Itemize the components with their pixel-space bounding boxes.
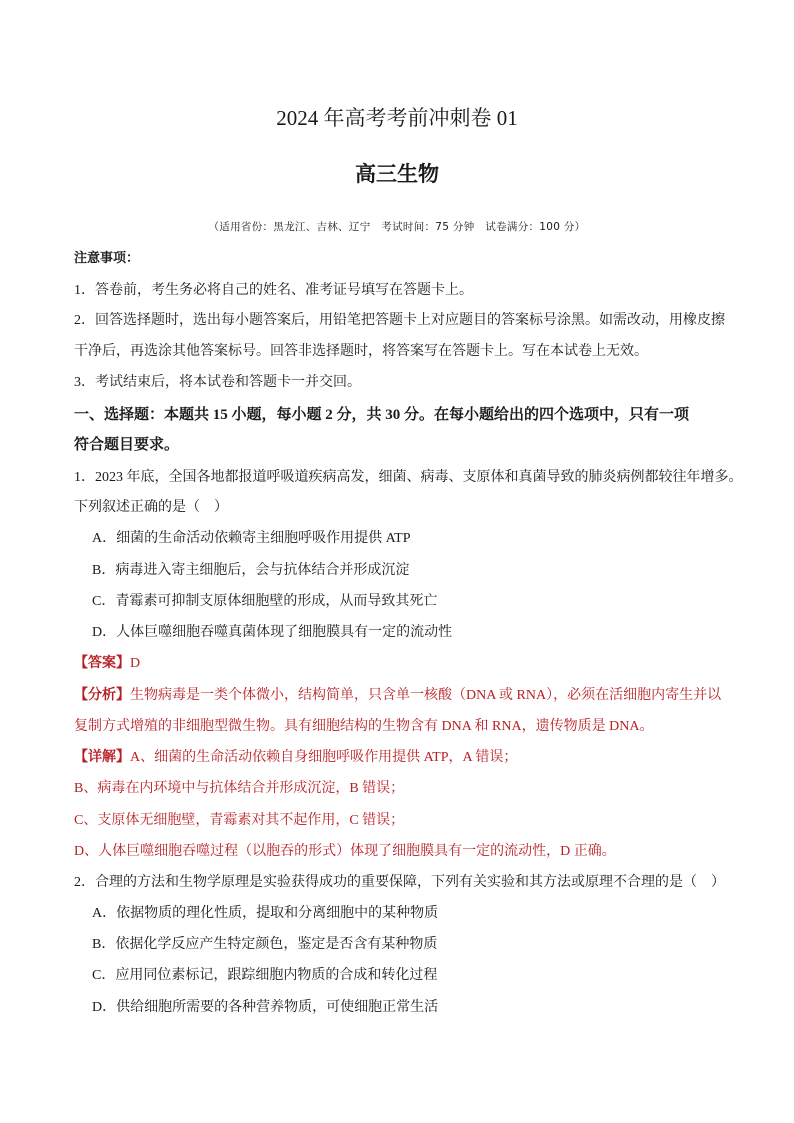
notice-item-2: 2．回答选择题时，选出每小题答案后，用铅笔把答题卡上对应题目的答案标号涂黑。如需改动，用橡皮擦 <box>74 313 725 328</box>
q1-option-c: C．青霉素可抑制支原体细胞壁的形成，从而导致其死亡 <box>92 594 438 609</box>
q1-detail-b: B、病毒在内环境中与抗体结合并形成沉淀，B 错误； <box>74 781 405 796</box>
section-heading-cont: 符合题目要求。 <box>74 437 180 453</box>
exam-title: 2024 年高考考前冲刺卷 01 <box>276 106 518 130</box>
q2-stem: 2．合理的方法和生物学原理是实验获得成功的重要保障，下列有关实验和其方法或原理不合理的是（ ） <box>74 875 725 890</box>
q1-option-d: D．人体巨噬细胞吞噬真菌体现了细胞膜具有一定的流动性 <box>92 625 453 640</box>
q1-stem-cont: 下列叙述正确的是（ ） <box>74 500 228 515</box>
q2-option-d: D．供给细胞所需要的各种营养物质，可使细胞正常生活 <box>92 1000 439 1015</box>
analysis-text: 生物病毒是一类个体微小，结构简单，只含单一核酸（DNA 或 RNA），必须在活细胞内寄生并以 <box>130 688 722 703</box>
detail-tag: 【详解】 <box>74 750 130 765</box>
q1-stem: 1．2023 年底，全国各地都报道呼吸道疾病高发，细菌、病毒、支原体和真菌导致的肺炎病例都较往年增多。 <box>74 470 743 485</box>
notice-item-2-cont: 干净后，再选涂其他答案标号。回答非选择题时，将答案写在答题卡上。写在本试卷上无效。 <box>74 344 648 359</box>
q2-option-a: A．依据物质的理化性质，提取和分离细胞中的某种物质 <box>92 906 439 921</box>
q1-detail-d: D、人体巨噬细胞吞噬过程（以胞吞的形式）体现了细胞膜具有一定的流动性，D 正确。 <box>74 844 616 859</box>
notice-item-3: 3．考试结束后，将本试卷和答题卡一并交回。 <box>74 375 361 390</box>
q1-option-b: B．病毒进入寄主细胞后，会与抗体结合并形成沉淀 <box>92 563 410 578</box>
q1-analysis-cont: 复制方式增殖的非细胞型微生物。具有细胞结构的生物含有 DNA 和 RNA，遗传物质是 DNA。 <box>74 719 654 734</box>
q1-answer <box>74 654 140 674</box>
answer-value: D <box>130 656 141 671</box>
notice-item-1: 1．答卷前，考生务必将自己的姓名、准考证号填写在答题卡上。 <box>74 283 473 298</box>
section-heading: 一、选择题：本题共 15 小题，每小题 2 分，共 30 分。在每小题给出的四个选项中，只有一项 <box>74 407 690 423</box>
detail-text: A、细菌的生命活动依赖自身细胞呼吸作用提供 ATP，A 错误； <box>130 750 518 765</box>
answer-tag: 【答案】 <box>74 656 130 671</box>
exam-info: （适用省份：黑龙江、吉林、辽宁 考试时间：75 分钟 试卷满分：100 分） <box>208 221 586 233</box>
q1-detail-c: C、支原体无细胞壁，青霉素对其不起作用，C 错误； <box>74 813 405 828</box>
q1-analysis <box>74 686 721 706</box>
q2-option-b: B．依据化学反应产生特定颜色，鉴定是否含有某种物质 <box>92 937 438 952</box>
q2-option-c: C．应用同位素标记，跟踪细胞内物质的合成和转化过程 <box>92 968 438 983</box>
q1-option-a: A．细菌的生命活动依赖寄主细胞呼吸作用提供 ATP <box>92 531 411 546</box>
q1-detail <box>74 748 517 768</box>
analysis-tag: 【分析】 <box>74 688 130 703</box>
notice-heading: 注意事项： <box>74 251 140 266</box>
exam-subject: 高三生物 <box>355 162 439 186</box>
